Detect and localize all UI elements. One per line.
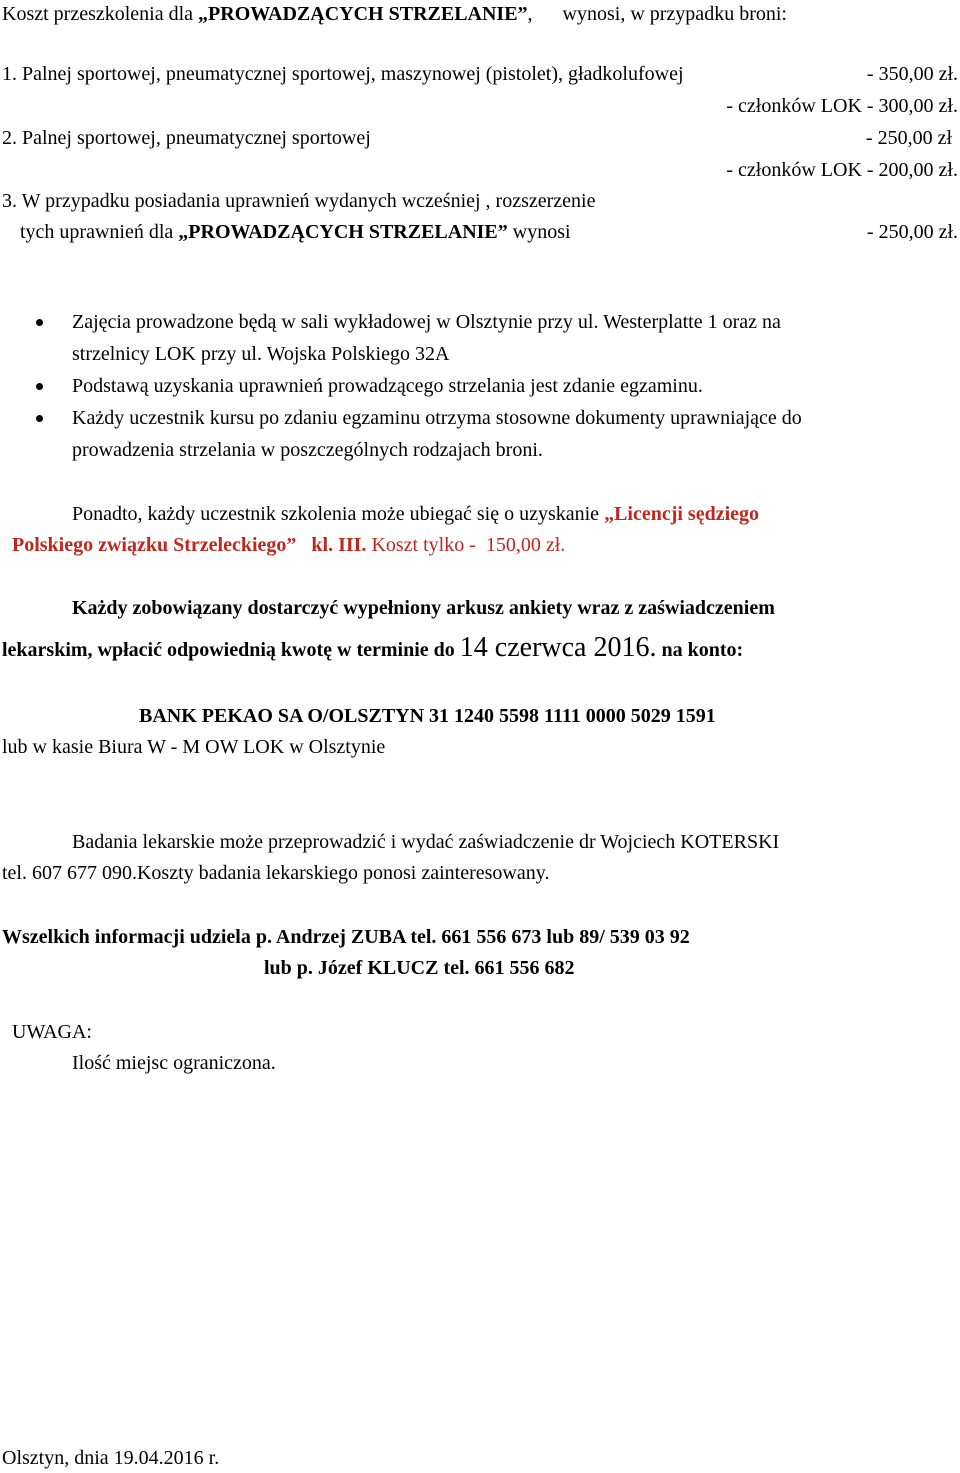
bank-cash-desk: lub w kasie Biura W - M OW LOK w Olsztynie <box>2 736 386 758</box>
bullet-3-line1: Każdy uczestnik kursu po zdaniu egzaminu otrzyma stosowne dokumenty uprawniające do <box>72 407 802 429</box>
license-prefix: Ponadto, każdy uczestnik szkolenia może ubiegać się o uzyskanie <box>72 503 605 525</box>
note-heading: UWAGA: <box>12 1021 92 1043</box>
price-item-1-member-price: - członków LOK - 300,00 zł. <box>726 95 958 117</box>
intro-role: „PROWADZĄCYCH STRZELANIE” <box>198 3 528 25</box>
price-item-3-label-line1: 3. W przypadku posiadania uprawnień wydanych wcześniej , rozszerzenie <box>2 190 596 212</box>
note-text: Ilość miejsc ograniczona. <box>72 1052 276 1074</box>
price-item-1-price: - 350,00 zł. <box>866 63 958 85</box>
deadline-line2 <box>2 632 743 666</box>
intro-suffix: , wynosi, w przypadku broni: <box>527 3 787 25</box>
bullet-3-line2: prowadzenia strzelania w poszczególnych rodzajach broni. <box>72 439 543 461</box>
license-name-line1: „Licencji sędziego <box>604 503 760 525</box>
medical-line2: tel. 607 677 090.Koszty badania lekarskiego ponosi zainteresowany. <box>2 862 550 884</box>
bullet-icon <box>36 319 43 326</box>
license-cost: Koszt tylko - 150,00 zł. <box>366 534 566 556</box>
price-item-3-price: - 250,00 zł. <box>866 221 958 243</box>
price-item-3-suffix: wynosi <box>507 221 571 243</box>
bullet-icon <box>36 415 43 422</box>
bullet-1-line1: Zajęcia prowadzone będą w sali wykładowej w Olsztynie przy ul. Westerplatte 1 oraz na <box>72 311 781 333</box>
price-item-1-label: 1. Palnej sportowej, pneumatycznej sportowej, maszynowej (pistolet), gładkolufowej <box>2 63 684 85</box>
price-item-3-label-line2 <box>20 220 571 244</box>
footer-place-date: Olsztyn, dnia 19.04.2016 r. <box>2 1447 220 1469</box>
license-line1 <box>72 502 759 526</box>
price-item-2-label: 2. Palnej sportowej, pneumatycznej sportowej <box>2 127 371 149</box>
price-item-3-role: „PROWADZĄCYCH STRZELANIE” <box>178 221 508 243</box>
price-item-2-price: - 250,00 zł <box>865 127 952 149</box>
bullet-1-line2: strzelnicy LOK przy ul. Wojska Polskiego 32A <box>72 343 450 365</box>
contact-line1: Wszelkich informacji udziela p. Andrzej ZUBA tel. 661 556 673 lub 89/ 539 03 92 <box>2 926 690 948</box>
contact-line2: lub p. Józef KLUCZ tel. 661 556 682 <box>264 957 575 979</box>
license-name-line2: Polskiego związku Strzeleckiego” kl. III. <box>12 534 367 556</box>
deadline-suffix: na konto: <box>656 639 744 661</box>
deadline-line1: Każdy zobowiązany dostarczyć wypełniony arkusz ankiety wraz z zaświadczeniem <box>72 597 775 619</box>
deadline-prefix: lekarskim, wpłacić odpowiednią kwotę w terminie do <box>2 639 460 661</box>
bank-account: BANK PEKAO SA O/OLSZTYN 31 1240 5598 1111 0000 5029 1591 <box>139 705 716 727</box>
bullet-2-line1: Podstawą uzyskania uprawnień prowadzącego strzelania jest zdanie egzaminu. <box>72 375 703 397</box>
license-line2 <box>12 533 565 557</box>
deadline-date: 14 czerwca 2016. <box>459 632 657 663</box>
price-item-2-member-price: - członków LOK - 200,00 zł. <box>726 159 958 181</box>
intro-prefix: Koszt przeszkolenia dla <box>2 3 199 25</box>
medical-line1: Badania lekarskie może przeprowadzić i wydać zaświadczenie dr Wojciech KOTERSKI <box>72 831 780 853</box>
bullet-icon <box>36 383 43 390</box>
intro-line <box>2 2 787 26</box>
price-item-3-prefix: tych uprawnień dla <box>20 221 179 243</box>
